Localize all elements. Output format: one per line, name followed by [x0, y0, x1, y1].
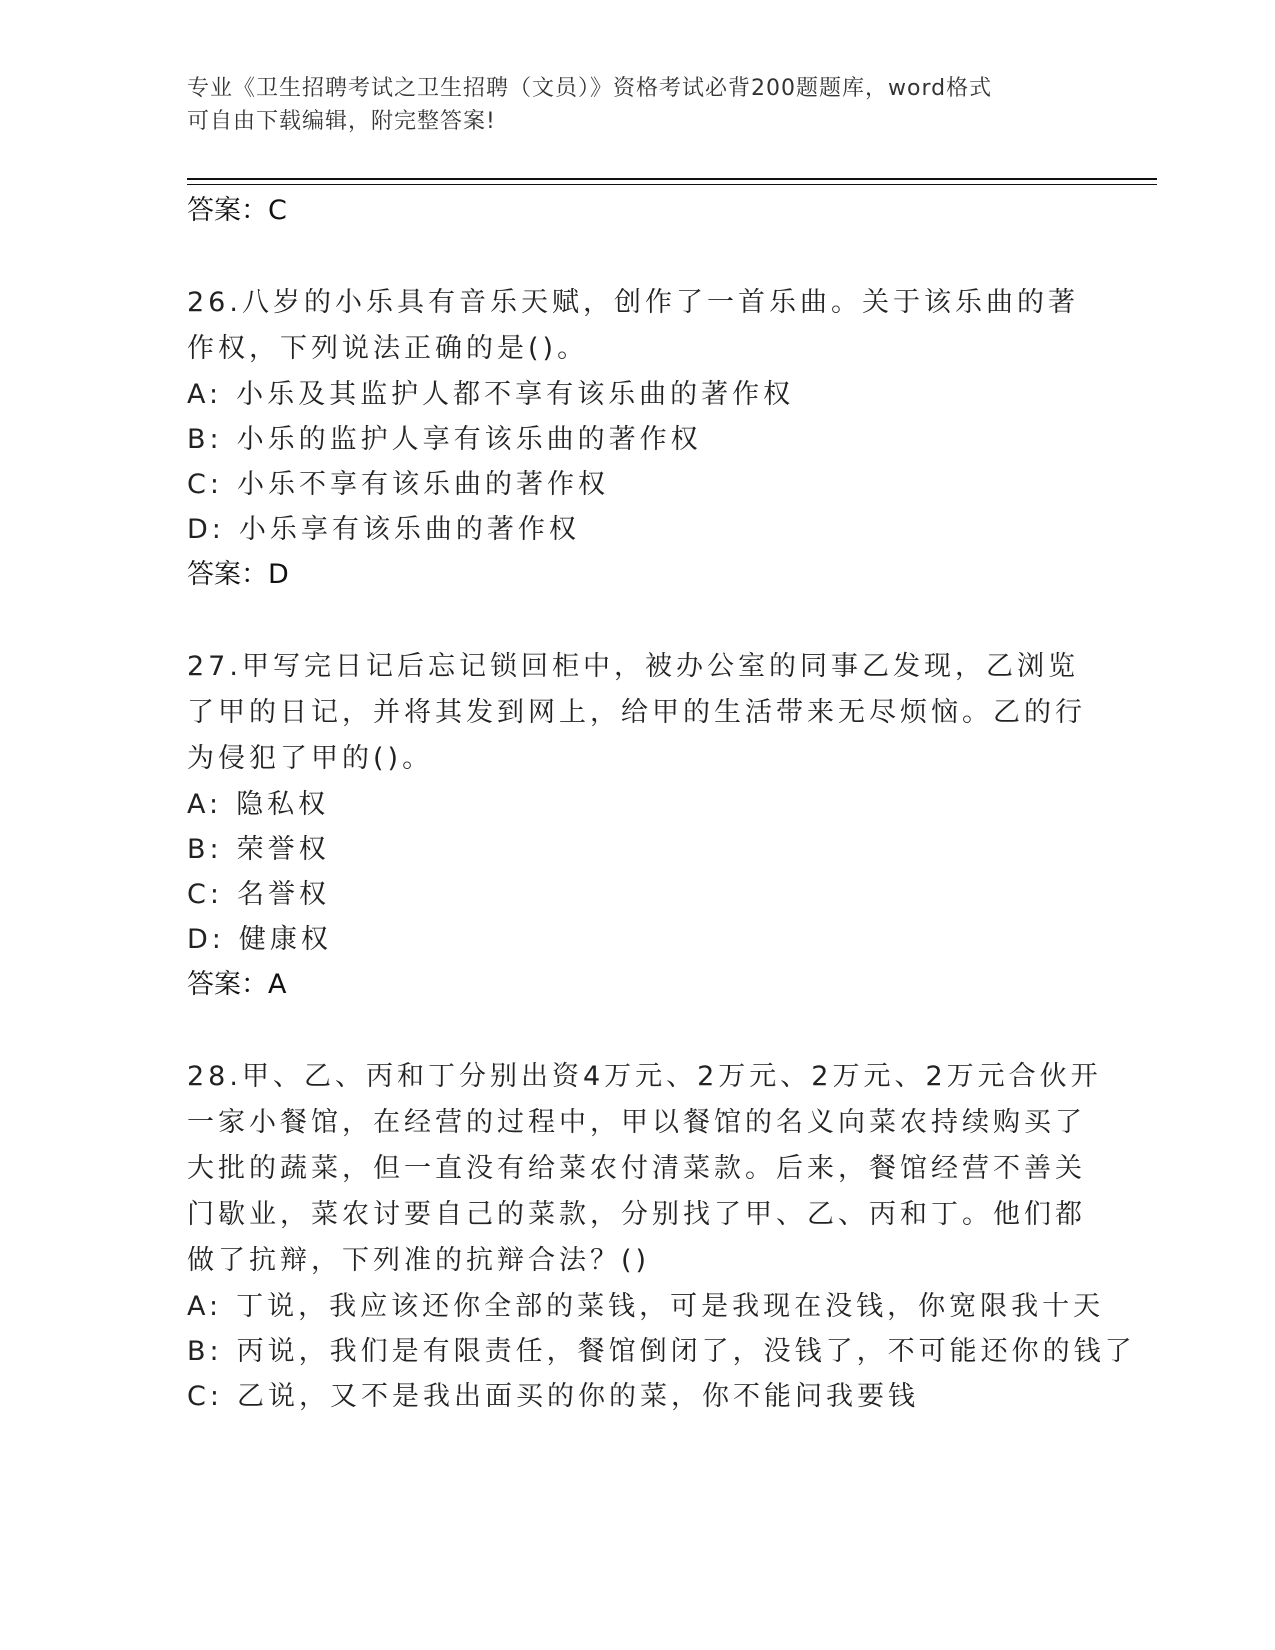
option-key: C: [187, 469, 223, 500]
option-a [187, 782, 1107, 827]
option-key: C: [187, 1381, 223, 1412]
option-text: 荣誉权 [236, 834, 330, 865]
option-b [187, 417, 1107, 462]
option-d [187, 507, 1107, 552]
header-divider [187, 178, 1157, 185]
option-b [187, 1329, 1136, 1374]
option-c [187, 462, 1107, 507]
option-key: B: [187, 424, 223, 455]
option-text: 丁说，我应该还你全部的菜钱，可是我现在没钱，你宽限我十天 [236, 1291, 1105, 1322]
question-27 [187, 644, 1107, 1008]
answer-line: 答案：C [187, 195, 287, 226]
question-stem: 28.甲、乙、丙和丁分别出资4万元、2万元、2万元、2万元合伙开一家小餐馆，在经营的过程中，甲以餐馆的名义向菜农持续购买了大批的蔬菜，但一直没有给菜农付清菜款。后来，餐馆经营不善关门歇业，菜农讨要自己的菜款，分别找了甲、乙、丙和丁。他们都做了抗辩，下列准的抗辩合法？() [187, 1061, 1102, 1276]
option-text: 小乐的监护人享有该乐曲的著作权 [236, 424, 702, 455]
question-stem: 27.甲写完日记后忘记锁回柜中，被办公室的同事乙发现，乙浏览了甲的日记，并将其发到网上，给甲的生活带来无尽烦恼。乙的行为侵犯了甲的()。 [187, 651, 1086, 774]
option-key: D: [187, 514, 225, 545]
option-text: 名誉权 [236, 879, 330, 910]
option-a [187, 372, 1107, 417]
option-c [187, 872, 1107, 917]
option-key: A: [187, 379, 223, 410]
document-header [187, 72, 1087, 138]
option-a [187, 1284, 1107, 1329]
document-body [187, 188, 1136, 1419]
option-c [187, 1374, 1107, 1419]
option-key: A: [187, 1291, 223, 1322]
option-key: D: [187, 924, 225, 955]
option-text: 小乐及其监护人都不享有该乐曲的著作权 [236, 379, 795, 410]
header-title-line-1: 专业《卫生招聘考试之卫生招聘（文员）》资格考试必背200题题库，word格式 [187, 76, 993, 101]
option-text: 丙说，我们是有限责任，餐馆倒闭了，没钱了，不可能还你的钱了 [236, 1336, 1136, 1367]
option-key: C: [187, 879, 223, 910]
option-text: 隐私权 [236, 789, 330, 820]
answer-line: 答案：A [187, 969, 287, 1000]
option-b [187, 827, 1107, 872]
question-stem: 26.八岁的小乐具有音乐天赋，创作了一首乐曲。关于该乐曲的著作权，下列说法正确的是()。 [187, 287, 1079, 364]
option-text: 小乐享有该乐曲的著作权 [238, 514, 580, 545]
option-key: B: [187, 1336, 223, 1367]
option-key: B: [187, 834, 223, 865]
option-key: A: [187, 789, 223, 820]
option-text: 小乐不享有该乐曲的著作权 [236, 469, 609, 500]
option-text: 乙说，又不是我出面买的你的菜，你不能问我要钱 [236, 1381, 919, 1412]
header-title-line-2: 可自由下载编辑，附完整答案! [187, 109, 496, 134]
answer-line: 答案：D [187, 559, 289, 590]
question-26 [187, 280, 1107, 598]
option-d [187, 917, 1107, 962]
option-text: 健康权 [238, 924, 332, 955]
question-28 [187, 1054, 1136, 1419]
